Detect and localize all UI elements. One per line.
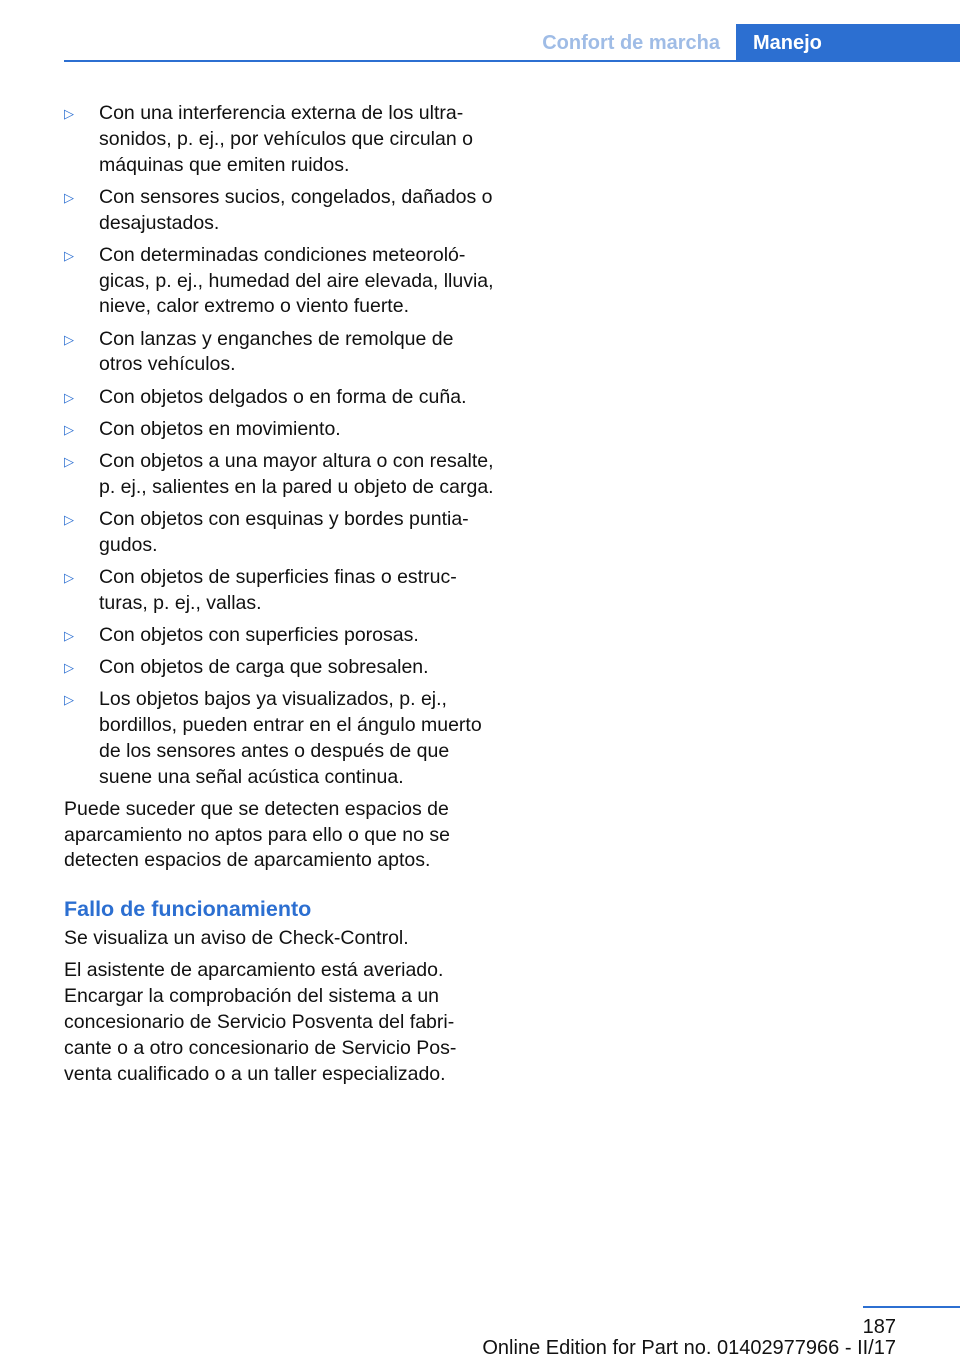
triangle-bullet-icon: ▷	[64, 331, 74, 347]
list-item-text: Con determinadas condiciones meteorológicas, p. ej., humedad del aire elevada, lluvia, nieve, calor extremo o viento fuerte.	[99, 243, 494, 318]
list-item-text: Con objetos delgados o en forma de cuña.	[99, 385, 467, 408]
list-item-text: Con objetos en movimiento.	[99, 417, 341, 440]
triangle-bullet-icon: ▷	[64, 692, 74, 708]
running-header-section: Confort de marcha	[542, 32, 720, 54]
list-item-text: Con objetos de carga que sobresalen.	[99, 656, 429, 679]
list-item	[64, 417, 494, 443]
list-item-text: Con objetos a una mayor altura o con resalte, p. ej., salientes en la pared u objeto de carga.	[99, 449, 494, 498]
edition-note: Online Edition for Part no. 01402977966 - II/17	[482, 1337, 896, 1359]
triangle-bullet-icon: ▷	[64, 189, 74, 205]
triangle-bullet-icon: ▷	[64, 389, 74, 405]
list-item-text: Con objetos con esquinas y bordes puntiagudos.	[99, 507, 469, 556]
section-heading-malfunction: Fallo de funcionamiento	[64, 897, 312, 922]
malfunction-paragraph-1: Se visualiza un aviso de Check-Control.	[64, 927, 409, 950]
list-item	[64, 623, 494, 649]
header-rule	[64, 60, 960, 62]
list-item	[64, 101, 494, 178]
list-item	[64, 449, 494, 501]
list-item	[64, 185, 494, 237]
triangle-bullet-icon: ▷	[64, 247, 74, 263]
list-item-text: Los objetos bajos ya visualizados, p. ej., bordillos, pueden entrar en el ángulo muerto de los sensores antes o después de que suene una señal acústica continua.	[99, 688, 482, 788]
triangle-bullet-icon: ▷	[64, 106, 74, 121]
triangle-bullet-icon: ▷	[64, 569, 74, 585]
page-content	[64, 101, 494, 1094]
malfunction-paragraph-2: El asistente de aparcamiento está averiado. Encargar la comprobación del sistema a un concesionario de Servicio Posventa del fabricante o a otro concesionario de Servicio Posventa cualificado o a un taller especializado.	[64, 959, 457, 1085]
list-item-text: Con objetos con superficies porosas.	[99, 623, 419, 646]
limitations-list	[64, 101, 494, 790]
list-item-text: Con lanzas y enganches de remolque de otros vehículos.	[99, 327, 454, 376]
page-number: 187	[862, 1316, 896, 1338]
list-item-text: Con sensores sucios, congelados, dañados o desajustados.	[99, 185, 493, 234]
list-item	[64, 385, 494, 411]
triangle-bullet-icon: ▷	[64, 453, 74, 469]
triangle-bullet-icon: ▷	[64, 511, 74, 527]
triangle-bullet-icon: ▷	[64, 421, 74, 437]
list-item	[64, 327, 494, 379]
list-item-text: Con una interferencia externa de los ultrasonidos, p. ej., por vehículos que circulan o máquinas que emiten ruidos.	[99, 102, 473, 176]
triangle-bullet-icon: ▷	[64, 627, 74, 643]
detection-note-paragraph: Puede suceder que se detecten espacios de aparcamiento no aptos para ello o que no se detecten espacios de aparcamiento aptos.	[64, 797, 450, 872]
list-item	[64, 565, 494, 617]
running-header-chapter: Manejo	[736, 24, 960, 62]
list-item	[64, 687, 494, 790]
list-item	[64, 243, 494, 320]
list-item	[64, 507, 494, 559]
triangle-bullet-icon: ▷	[64, 660, 74, 676]
footer-rule	[863, 1306, 960, 1308]
list-item	[64, 655, 494, 681]
list-item-text: Con objetos de superficies finas o estructuras, p. ej., vallas.	[99, 565, 457, 614]
